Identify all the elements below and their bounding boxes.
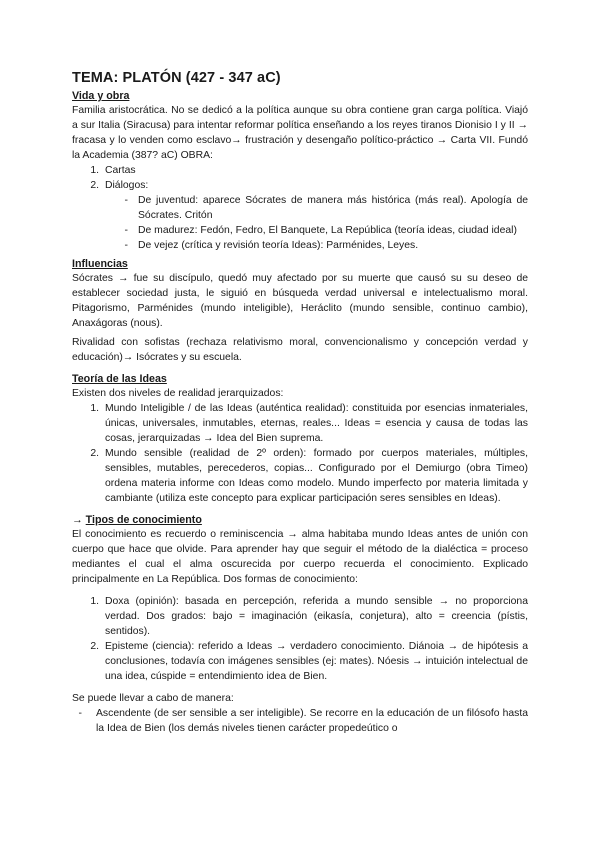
manera-list <box>72 706 528 736</box>
arrow-icon: → <box>72 514 86 526</box>
heading-tipos-conocimiento: → Tipos de conocimiento <box>72 514 202 526</box>
obra-list <box>72 163 528 193</box>
manera-text: Se puede llevar a cabo de manera: <box>72 693 234 704</box>
list-item: 1. Cartas <box>90 165 136 176</box>
tipos-list <box>72 594 528 684</box>
influencias-paragraph-1: Sócrates → fue su discípulo, quedó muy afectado por su muerte que causó su su deseo de establecer sociedad justa, le siguió en búsqueda verdad universal e intelectualismo moral. Pitagorismo, Parménides (mundo inteligible), Heráclito (mundo sensible, continuo cambio), Anaxágoras (nous). <box>72 273 528 329</box>
heading-influencias: Influencias <box>72 258 128 270</box>
section-teoria-ideas <box>72 372 528 506</box>
vida-paragraph: Familia aristocrática. No se dedicó a la política aunque su obra contiene gran carga política. Viajó a sur Italia (Siracusa) para intentar reformar política enseñando a los reyes tiranos Dionisio I y II → fracasa y lo venden como esclavo→ frustración y desengaño político-práctico → Carta VII. Fundó la Academia (387? aC) OBRA: <box>72 105 528 161</box>
heading-vida-y-obra: Vida y obra <box>72 90 130 102</box>
list-item: - De madurez: Fedón, Fedro, El Banquete, La República (teoría ideas, ciudad ideal) <box>124 225 517 236</box>
list-item: 2. Diálogos: <box>90 180 149 191</box>
list-item: 2. Mundo sensible (realidad de 2º orden): formado por cuerpos materiales, múltiples, sensibles, mutables, perecederos, copias... Configurado por el Demiurgo (obra Timeo) ordena materia informe con Ideas como modelo. Mundo imperfecto por materia limitada y cambiante (utiliza este concepto para explicar participación seres sensibles en Ideas). <box>90 448 528 504</box>
list-item: 2. Episteme (ciencia): referido a Ideas → verdadero conocimiento. Diánoia → de hipótesis a conclusiones, todavía con imágenes sensibles (ej: mates). Nóesis → intuición intelectual de una idea, cúspide = entendimiento idea de Bien. <box>90 641 528 682</box>
section-tipos-conocimiento <box>72 513 528 736</box>
heading-teoria-ideas: Teoría de las Ideas <box>72 373 167 385</box>
section-influencias <box>72 257 528 365</box>
list-item: - De vejez (crítica y revisión teoría Ideas): Parménides, Leyes. <box>124 240 419 251</box>
document-title: TEMA: PLATÓN (427 - 347 aC) <box>72 70 281 86</box>
section-vida-y-obra <box>72 89 528 253</box>
teoria-list <box>72 401 528 506</box>
document-page <box>72 70 528 736</box>
list-item: - De juventud: aparece Sócrates de manera más histórica (más real). Apología de Sócrates. Critón <box>124 195 528 221</box>
list-item: 1. Mundo Inteligible / de las Ideas (auténtica realidad): constituida por esencias inmateriales, únicas, universales, inmutables, eternas, reales... Ideas = esencia y causa de todas las cosas, jerarquizadas → Idea del Bien suprema. <box>90 403 528 444</box>
dialogos-list <box>72 193 528 253</box>
list-item: 1. Doxa (opinión): basada en percepción, referida a mundo sensible → no proporciona verdad. Dos grados: bajo = imaginación (eikasía, conjetura), alto = creencia (pístis, sentidos). <box>90 596 528 637</box>
list-item: - Ascendente (de ser sensible a ser inteligible). Se recorre en la educación de un filósofo hasta la Idea de Bien (los demás niveles tienen carácter propedeútico o <box>78 708 528 734</box>
tipos-paragraph: El conocimiento es recuerdo o reminiscencia → alma habitaba mundo Ideas antes de unión con cuerpo que hace que olvide. Para aprender hay que seguir el método de la dialéctica = proceso mediantes el cual el alma oscurecida por cuerpo recuerda el conocimiento. Explicado principalmente en La República. Dos formas de conocimiento: <box>72 529 528 585</box>
teoria-intro: Existen dos niveles de realidad jerarquizados: <box>72 388 284 399</box>
influencias-paragraph-2: Rivalidad con sofistas (rechaza relativismo moral, convencionalismo y concepción verdad y educación)→ Isócrates y su escuela. <box>72 337 528 363</box>
